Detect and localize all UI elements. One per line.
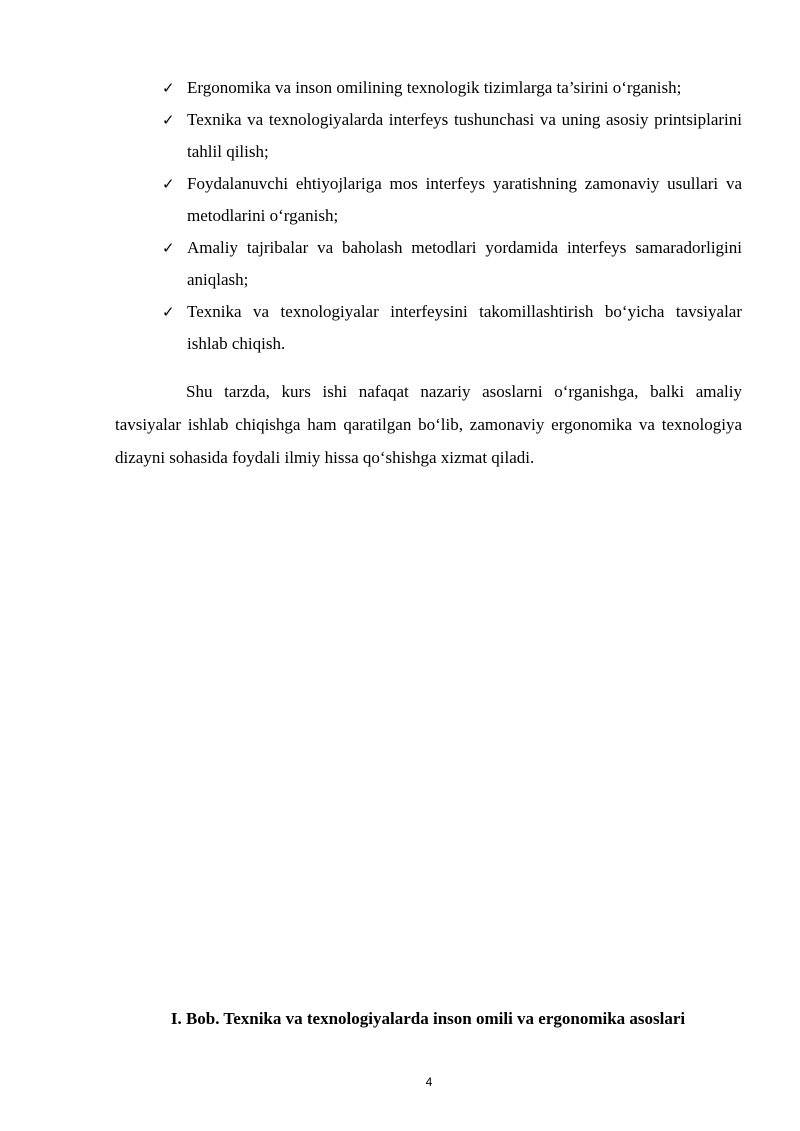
check-icon: ✓	[162, 239, 175, 257]
list-item	[162, 104, 742, 168]
list-item-text: Amaliy tajribalar va baholash metodlari yordamida interfeys samaradorligini aniqlash;	[187, 238, 742, 289]
list-item-text: Foydalanuvchi ehtiyojlariga mos interfeys yaratishning zamonaviy usullari va metodlarini o‘rganish;	[187, 174, 742, 225]
list-item	[162, 296, 742, 360]
body-paragraph: Shu tarzda, kurs ishi nafaqat nazariy asoslarni o‘rganishga, balki amaliy tavsiyalar ishlab chiqishga ham qaratilgan bo‘lib, zamonaviy ergonomika va texnologiya dizayni sohasida foydali ilmiy hissa qo‘shishga xizmat qiladi.	[115, 382, 742, 467]
list-item-text: Texnika va texnologiyalarda interfeys tushunchasi va uning asosiy printsiplarini tahlil qilish;	[187, 110, 742, 161]
chapter-heading: I. Bob. Texnika va texnologiyalarda inson omili va ergonomika asoslari	[170, 1009, 686, 1028]
list-item	[162, 168, 742, 232]
list-item	[162, 232, 742, 296]
check-icon: ✓	[162, 175, 175, 193]
list-item-text: Ergonomika va inson omilining texnologik tizimlarga ta’sirini o‘rganish;	[187, 78, 682, 97]
objectives-list	[162, 72, 742, 360]
check-icon: ✓	[162, 303, 175, 321]
check-icon: ✓	[162, 79, 175, 97]
list-item	[162, 72, 742, 104]
page-number: 4	[425, 1075, 433, 1089]
list-item-text: Texnika va texnologiyalar interfeysini takomillashtirish bo‘yicha tavsiyalar ishlab chiqish.	[187, 302, 742, 353]
check-icon: ✓	[162, 111, 175, 129]
